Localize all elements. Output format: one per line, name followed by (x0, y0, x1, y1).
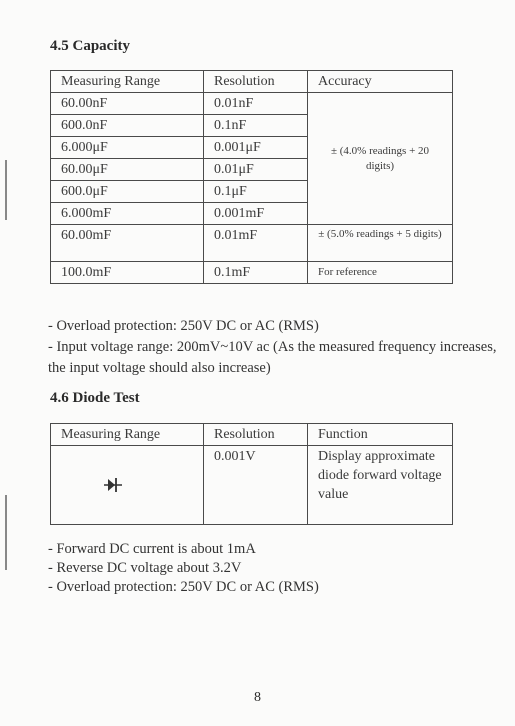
resolution-cell: 0.01nF (204, 93, 308, 115)
resolution-cell: 0.1μF (204, 181, 308, 203)
table-row (51, 446, 453, 525)
accuracy-text: ± (5.0% readings + 5 digits) (318, 228, 442, 240)
table-row (51, 93, 453, 115)
range-cell: 600.0nF (51, 115, 204, 137)
header-resolution: Resolution (204, 71, 308, 93)
header-measuring-range: Measuring Range (51, 71, 204, 93)
capacity-note-overload: - Overload protection: 250V DC or AC (RMS) (48, 318, 319, 334)
scan-mark (5, 495, 7, 570)
range-cell: 60.00nF (51, 93, 204, 115)
accuracy-cell (308, 225, 453, 262)
scan-mark (5, 160, 7, 220)
resolution-cell: 0.1nF (204, 115, 308, 137)
diode-note-overload: - Overload protection: 250V DC or AC (RMS) (48, 579, 319, 595)
range-cell: 60.00μF (51, 159, 204, 181)
table-row (51, 225, 453, 262)
range-cell: 60.00mF (51, 225, 204, 262)
capacity-heading: 4.5 Capacity (50, 38, 130, 54)
capacity-table (50, 70, 453, 284)
range-cell: 6.000mF (51, 203, 204, 225)
capacity-note-input-voltage: - Input voltage range: 200mV~10V ac (As the measured frequency increases, the input voltage should also increase) (48, 339, 497, 376)
resolution-cell: 0.01μF (204, 159, 308, 181)
header-resolution: Resolution (204, 424, 308, 446)
table-header-row (51, 71, 453, 93)
diode-note-reverse-voltage: - Reverse DC voltage about 3.2V (48, 560, 242, 576)
table-row (51, 262, 453, 284)
accuracy-cell (308, 93, 453, 225)
function-cell: Display approximate diode forward voltage value (308, 446, 453, 525)
range-cell: 6.000μF (51, 137, 204, 159)
table-header-row (51, 424, 453, 446)
accuracy-cell: For reference (308, 262, 453, 284)
diode-symbol-cell (51, 446, 204, 525)
range-cell: 600.0μF (51, 181, 204, 203)
page-number: 8 (254, 690, 261, 705)
resolution-cell: 0.01mF (204, 225, 308, 262)
resolution-cell: 0.001μF (204, 137, 308, 159)
resolution-cell: 0.1mF (204, 262, 308, 284)
header-measuring-range: Measuring Range (51, 424, 204, 446)
resolution-cell: 0.001V (204, 446, 308, 525)
diode-symbol-icon (103, 476, 123, 494)
header-function: Function (308, 424, 453, 446)
diode-note-forward-current: - Forward DC current is about 1mA (48, 541, 256, 557)
range-cell: 100.0mF (51, 262, 204, 284)
accuracy-text: ± (4.0% readings + 20 digits) (330, 144, 430, 172)
diode-heading: 4.6 Diode Test (50, 390, 140, 406)
resolution-cell: 0.001mF (204, 203, 308, 225)
diode-table (50, 423, 453, 525)
header-accuracy: Accuracy (308, 71, 453, 93)
